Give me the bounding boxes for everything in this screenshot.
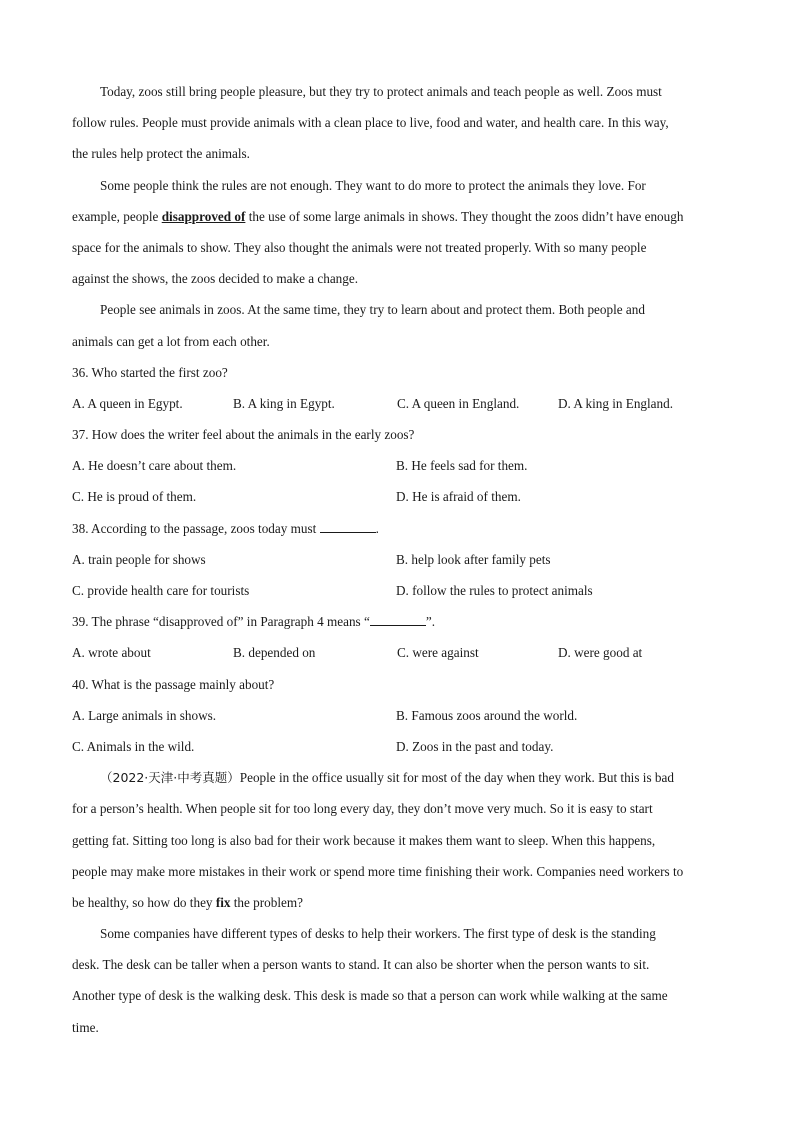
paragraph-line: people may make more mistakes in their work or spend more time finishing their work. Companies need workers to: [72, 863, 684, 879]
option-d: D. He is afraid of them.: [396, 489, 521, 505]
option-b: B. help look after family pets: [396, 551, 551, 567]
question-stem: [72, 609, 732, 640]
option-c: C. were against: [397, 645, 479, 661]
option-a: A. A queen in Egypt.: [72, 395, 183, 411]
paragraph-line: time.: [72, 1019, 99, 1035]
question-options: [72, 578, 732, 609]
paragraph-line: People see animals in zoos. At the same time, they try to learn about and protect them. Both people and: [100, 302, 645, 318]
document-content: [72, 79, 732, 1046]
answer-blank: [370, 613, 426, 626]
question-options: [72, 640, 732, 671]
option-c: C. Animals in the wild.: [72, 738, 195, 754]
option-b: B. He feels sad for them.: [396, 458, 528, 474]
paragraph-line: Today, zoos still bring people pleasure, but they try to protect animals and teach people as well. Zoos must: [100, 84, 662, 99]
text-run: 39. The phrase “disapproved of” in Paragraph 4 means “: [72, 614, 370, 630]
answer-blank: [320, 520, 376, 533]
text-run: 38. According to the passage, zoos today must: [72, 520, 320, 536]
option-d: D. A king in England.: [558, 395, 674, 411]
option-a: A. wrote about: [72, 645, 151, 661]
paragraph-line: for a person’s health. When people sit for too long every day, they don’t move very much. So it is easy to start: [72, 801, 653, 817]
question-stem: [72, 516, 732, 547]
paragraph-line: animals can get a lot from each other.: [72, 333, 270, 349]
key-word: fix: [215, 894, 231, 910]
text-run: ”.: [425, 614, 435, 630]
option-b: B. depended on: [233, 645, 316, 661]
question-options: [72, 484, 732, 515]
paragraph-line: the rules help protect the animals.: [72, 146, 250, 162]
question-options: [72, 703, 732, 734]
question-options: [72, 734, 732, 765]
option-d: D. follow the rules to protect animals: [396, 583, 593, 598]
paragraph-line: [72, 765, 732, 796]
option-c: C. provide health care for tourists: [72, 583, 250, 598]
option-d: D. Zoos in the past and today.: [396, 738, 554, 754]
option-a: A. He doesn’t care about them.: [72, 458, 237, 474]
text-run: People in the office usually sit for most of the day when they work. But this is bad: [239, 770, 674, 786]
paragraph-line: Another type of desk is the walking desk. This desk is made so that a person can work while walking at the same: [72, 988, 668, 1004]
question-options: [72, 391, 732, 422]
paragraph-line: space for the animals to show. They also thought the animals were not treated properly. With so many people: [72, 239, 647, 255]
paragraph-line: against the shows, the zoos decided to make a change.: [72, 271, 359, 287]
key-phrase: disapproved of: [161, 208, 246, 224]
option-a: A. train people for shows: [72, 551, 206, 567]
paragraph-line: getting fat. Sitting too long is also bad for their work because it makes them want to sleep. When this happens,: [72, 832, 656, 848]
paragraph-line: desk. The desk can be taller when a person wants to stand. It can also be shorter when the person wants to sit.: [72, 957, 650, 973]
option-c: C. A queen in England.: [397, 395, 520, 411]
paragraph-line: Some companies have different types of desks to help their workers. The first type of desk is the standing: [100, 926, 656, 942]
text-run: the use of some large animals in shows. They thought the zoos didn’t have enough: [245, 208, 684, 224]
paragraph-line: Some people think the rules are not enough. They want to do more to protect the animals they love. For: [100, 177, 646, 193]
text-run: example, people: [72, 208, 162, 224]
source-tag: （2022·天津·中考真题）: [100, 770, 240, 786]
text-run: be healthy, so how do they: [72, 894, 216, 910]
question-stem: 40. What is the passage mainly about?: [72, 676, 275, 692]
question-stem: 36. Who started the first zoo?: [72, 364, 228, 380]
option-b: B. Famous zoos around the world.: [396, 707, 578, 723]
question-stem: 37. How does the writer feel about the animals in the early zoos?: [72, 427, 415, 443]
paragraph-line: [72, 204, 732, 235]
paragraph-line: follow rules. People must provide animals with a clean place to live, food and water, and health care. In this way,: [72, 115, 669, 131]
option-a: A. Large animals in shows.: [72, 707, 217, 723]
option-b: B. A king in Egypt.: [233, 395, 335, 411]
question-options: [72, 453, 732, 484]
option-d: D. were good at: [558, 645, 643, 661]
text-run: .: [375, 520, 379, 536]
paragraph-line: [72, 890, 732, 921]
question-options: [72, 547, 732, 578]
option-c: C. He is proud of them.: [72, 489, 197, 505]
text-run: the problem?: [230, 894, 303, 910]
